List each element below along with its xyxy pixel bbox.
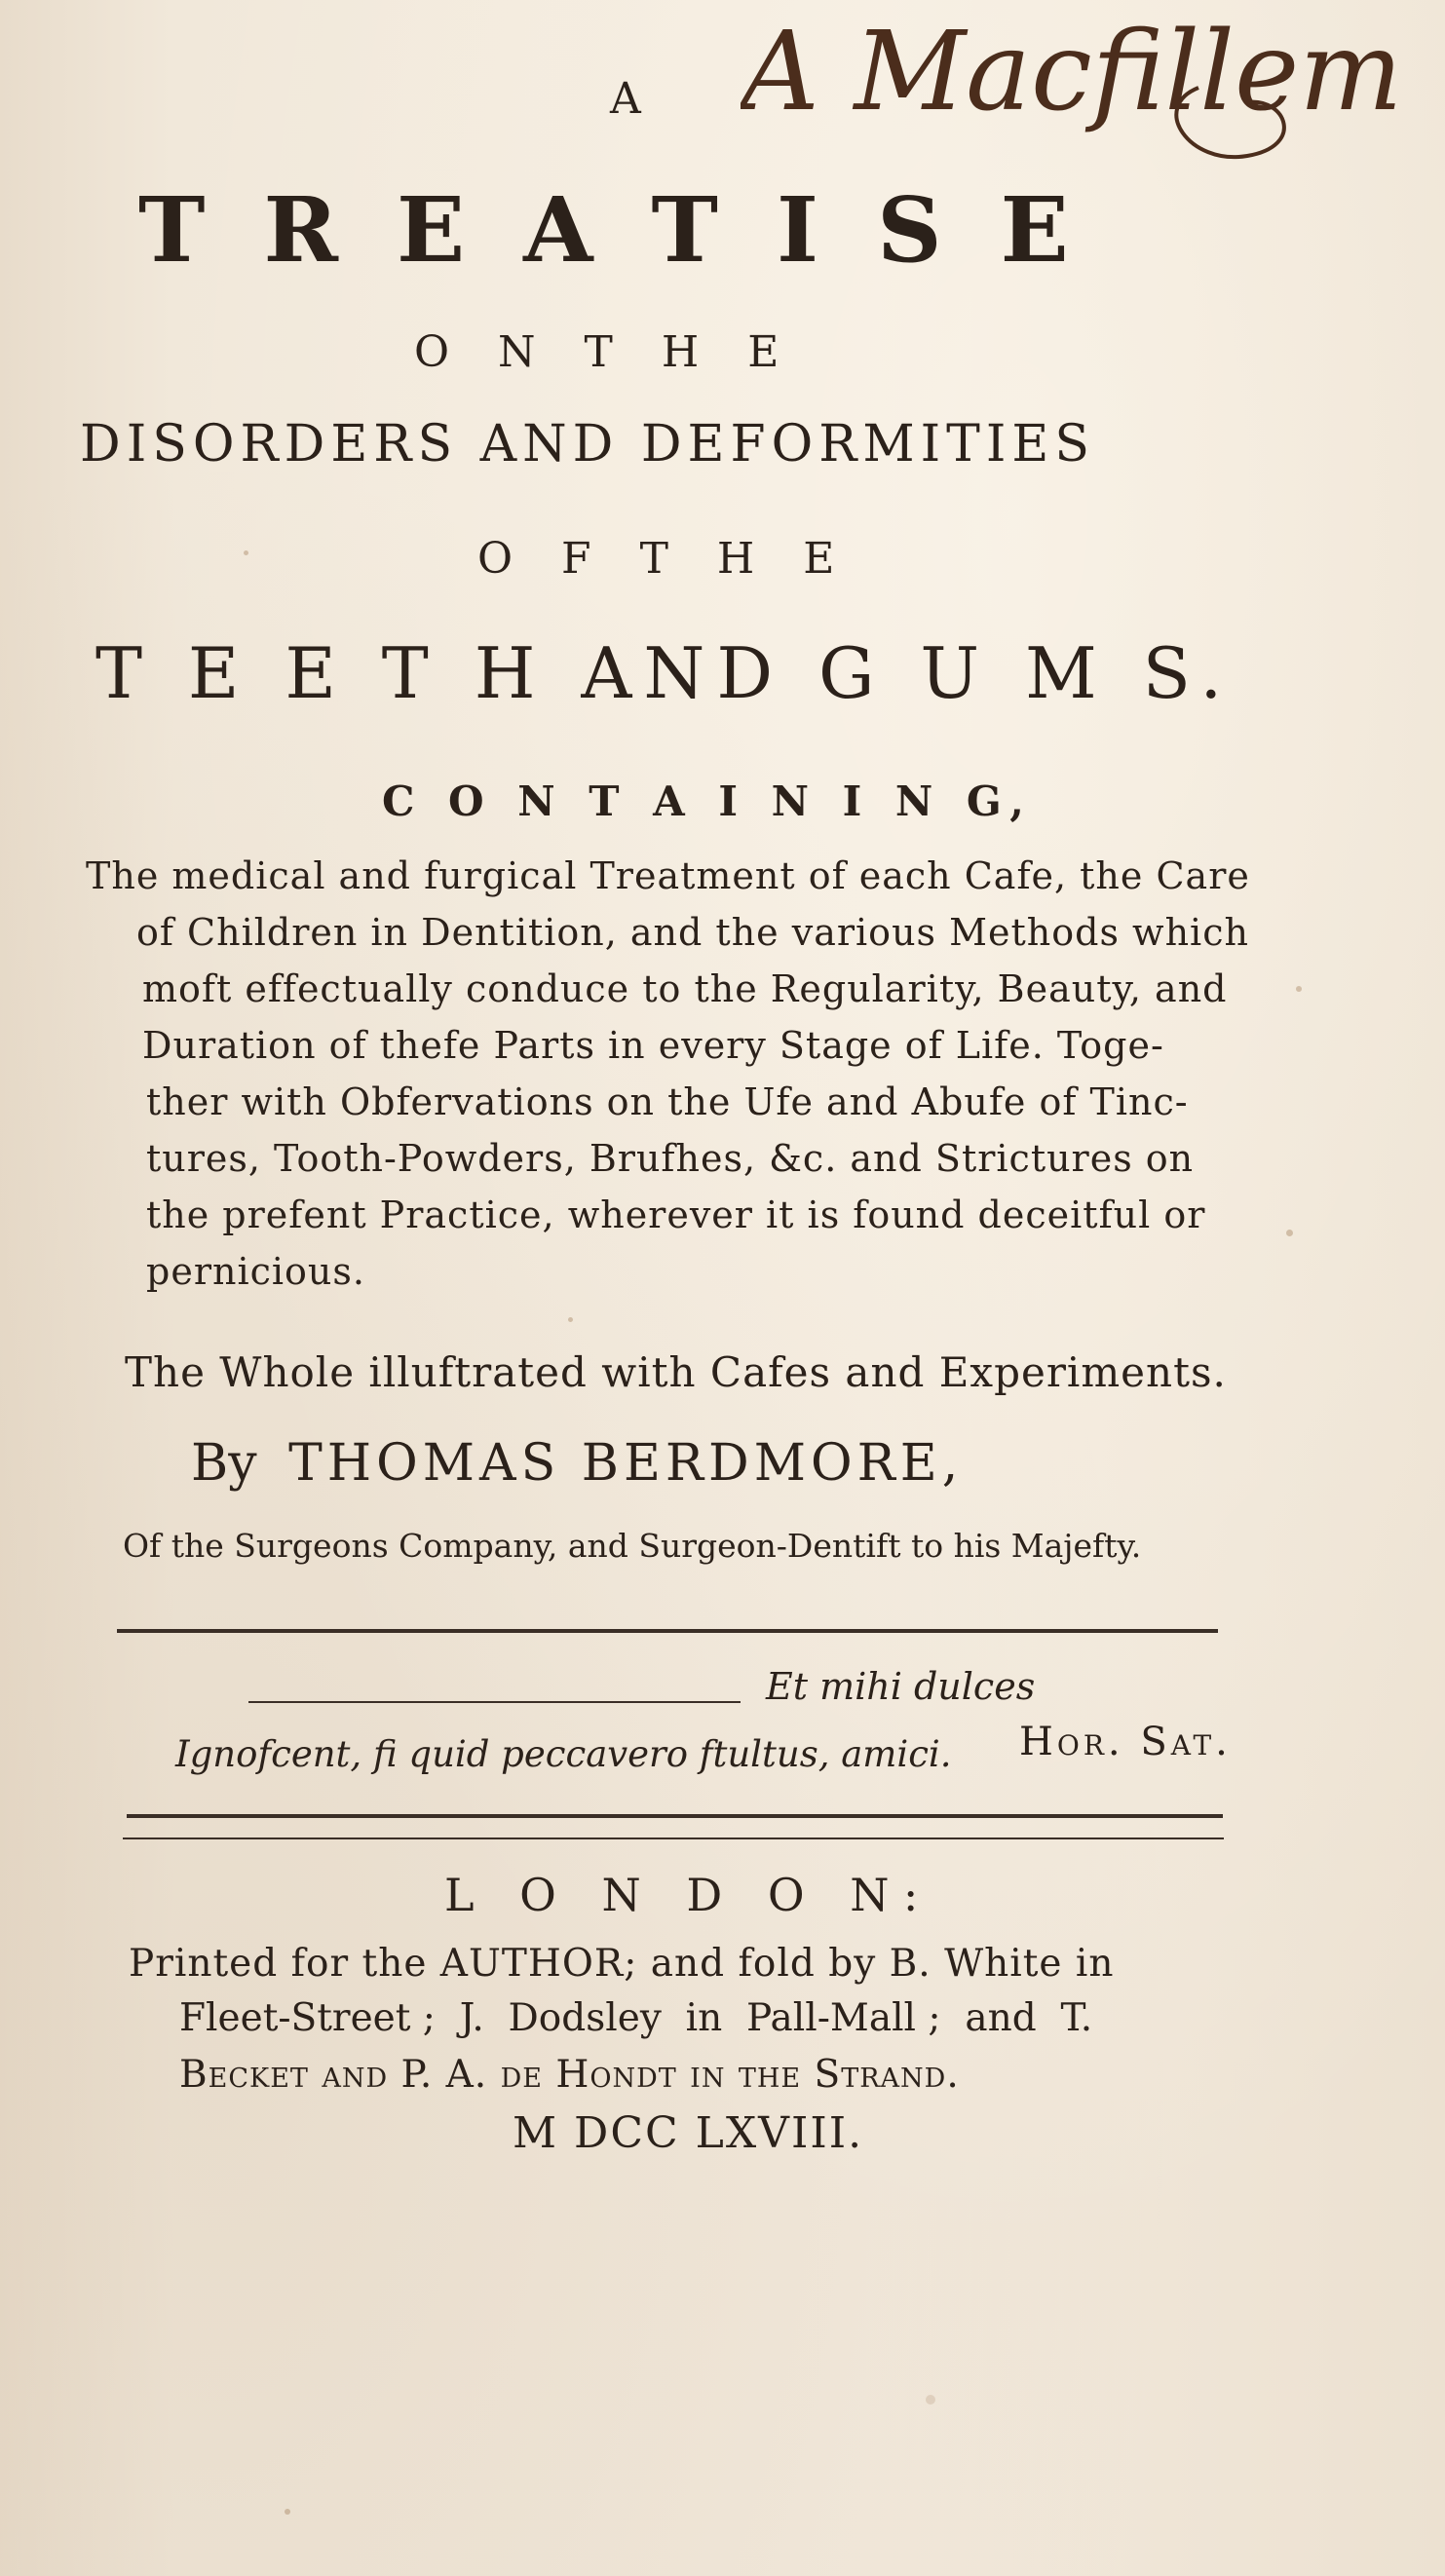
imprint-line-2: Fleet-Street ; J. Dodsley in Pall-Mall ; and T. xyxy=(179,1996,1093,2040)
author-name: THOMAS BERDMORE, xyxy=(288,1434,964,1493)
epigraph-source: Hor. Sat. xyxy=(1019,1720,1232,1764)
foxing-spot xyxy=(1296,986,1302,992)
double-rule-bottom xyxy=(123,1837,1224,1839)
foxing-spot xyxy=(285,2509,290,2515)
imprint-date: M DCC LXVIII. xyxy=(513,2108,864,2158)
imprint-line-3: Becket and P. A. de Hondt in the Strand. xyxy=(179,2053,960,2097)
svg-text:A Macfillem: A Macfillem xyxy=(741,9,1403,135)
epigraph-line-2: Ignofcent, fi quid peccavero ftultus, amici. xyxy=(175,1733,952,1775)
description-line: Duration of thefe Parts in every Stage of Life. Toge- xyxy=(142,1024,1164,1067)
description-line: the prefent Practice, wherever it is found deceitful or xyxy=(146,1193,1206,1236)
epigraph-dash xyxy=(248,1701,741,1703)
author-affiliation: Of the Surgeons Company, and Surgeon-Dentift to his Majefty. xyxy=(123,1527,1142,1565)
imprint-line-1: Printed for the AUTHOR; and fold by B. White in xyxy=(129,1942,1115,1986)
foxing-spot xyxy=(926,2395,935,2405)
description-line: ther with Obfervations on the Ufe and Abufe of Tinc- xyxy=(146,1080,1189,1123)
title-of-the: O F T H E xyxy=(477,534,853,584)
imprint-city: L O N D O N: xyxy=(444,1869,934,1921)
horizontal-rule xyxy=(117,1629,1218,1633)
title-subject: DISORDERS AND DEFORMITIES xyxy=(80,415,1095,474)
double-rule-top xyxy=(127,1814,1223,1818)
description-line: pernicious. xyxy=(146,1250,365,1293)
title-article: A xyxy=(610,74,643,124)
handwritten-signature xyxy=(741,0,1445,175)
by-line xyxy=(191,1434,964,1493)
foxing-spot xyxy=(1286,1230,1293,1236)
by-word: By xyxy=(191,1434,257,1493)
foxing-spot xyxy=(244,550,248,555)
title-on-the: O N T H E xyxy=(414,327,797,377)
description-line: of Children in Dentition, and the various Methods which xyxy=(136,911,1249,954)
containing-label: C O N T A I N I N G, xyxy=(382,777,1034,825)
description-line: moft effectually conduce to the Regularity, Beauty, and xyxy=(142,967,1228,1010)
title-main: T R E A T I S E xyxy=(138,177,1083,283)
description-line: The medical and furgical Treatment of each Cafe, the Care xyxy=(86,854,1250,897)
epigraph-line-1: Et mihi dulces xyxy=(766,1665,1036,1708)
description-line: tures, Tooth-Powders, Brufhes, &c. and Strictures on xyxy=(146,1137,1195,1180)
title-teeth-gums: T E E T H AND G U M S. xyxy=(95,632,1235,714)
foxing-spot xyxy=(568,1317,573,1322)
illustrated-statement: The Whole illuftrated with Cafes and Experiments. xyxy=(125,1348,1227,1396)
